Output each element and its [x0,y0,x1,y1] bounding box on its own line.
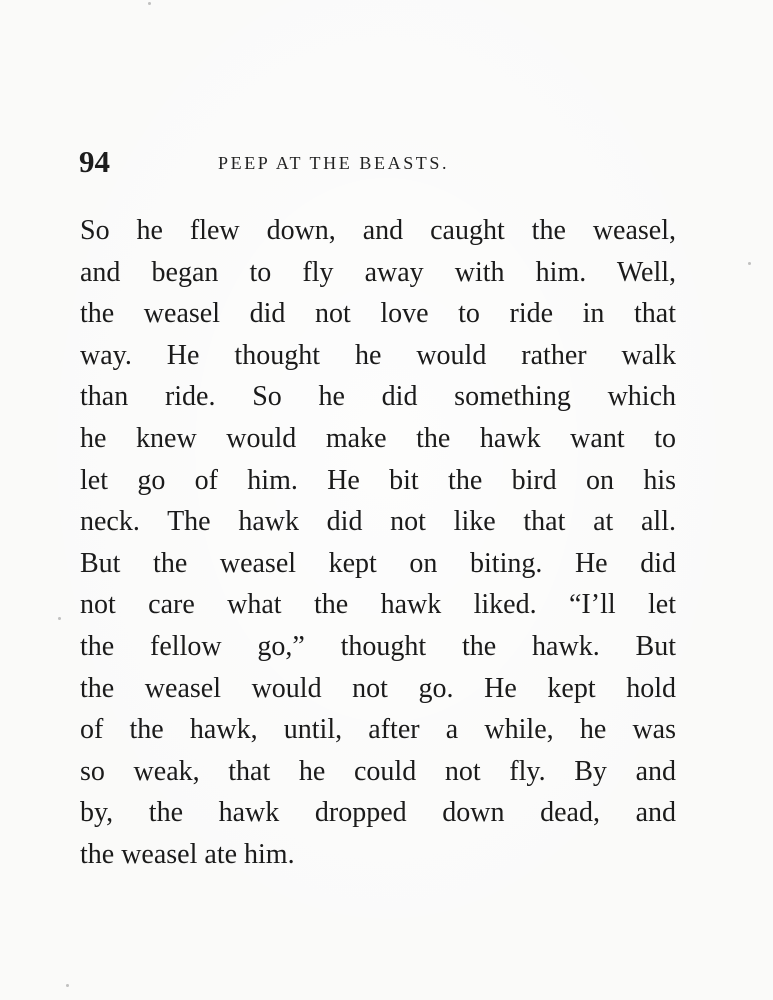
running-head [79,142,679,182]
text-line: by, the hawk dropped down dead, and [80,797,676,829]
running-title: PEEP AT THE BEASTS. [218,153,450,173]
text-line: the weasel did not love to ride in that [80,298,676,330]
text-line: let go of him. He bit the bird on his [80,464,676,496]
text-line: the weasel ate him. [80,838,295,870]
text-line: so weak, that he could not fly. By and [80,755,676,787]
text-line: and began to fly away with him. Well, [80,256,676,288]
text-line: not care what the hawk liked. “I’ll let [80,589,676,621]
text-line: So he flew down, and caught the weasel, [80,215,676,246]
paper-speck [66,984,69,987]
text-line: the fellow go,” thought the hawk. But [80,630,676,662]
text-line: way. He thought he would rather walk [80,339,676,371]
text-line: the weasel would not go. He kept hold [80,672,676,704]
paper-speck [58,617,61,620]
text-line: But the weasel kept on biting. He did [80,547,676,579]
paper-speck [748,262,751,265]
text-line: of the hawk, until, after a while, he was [80,714,676,746]
page-number: 94 [79,144,110,179]
text-line: than ride. So he did something which [80,381,676,413]
body-paragraph [80,210,676,876]
text-line: neck. The hawk did not like that at all. [80,506,676,538]
paper-speck [148,2,151,5]
text-line: he knew would make the hawk want to [80,422,676,454]
